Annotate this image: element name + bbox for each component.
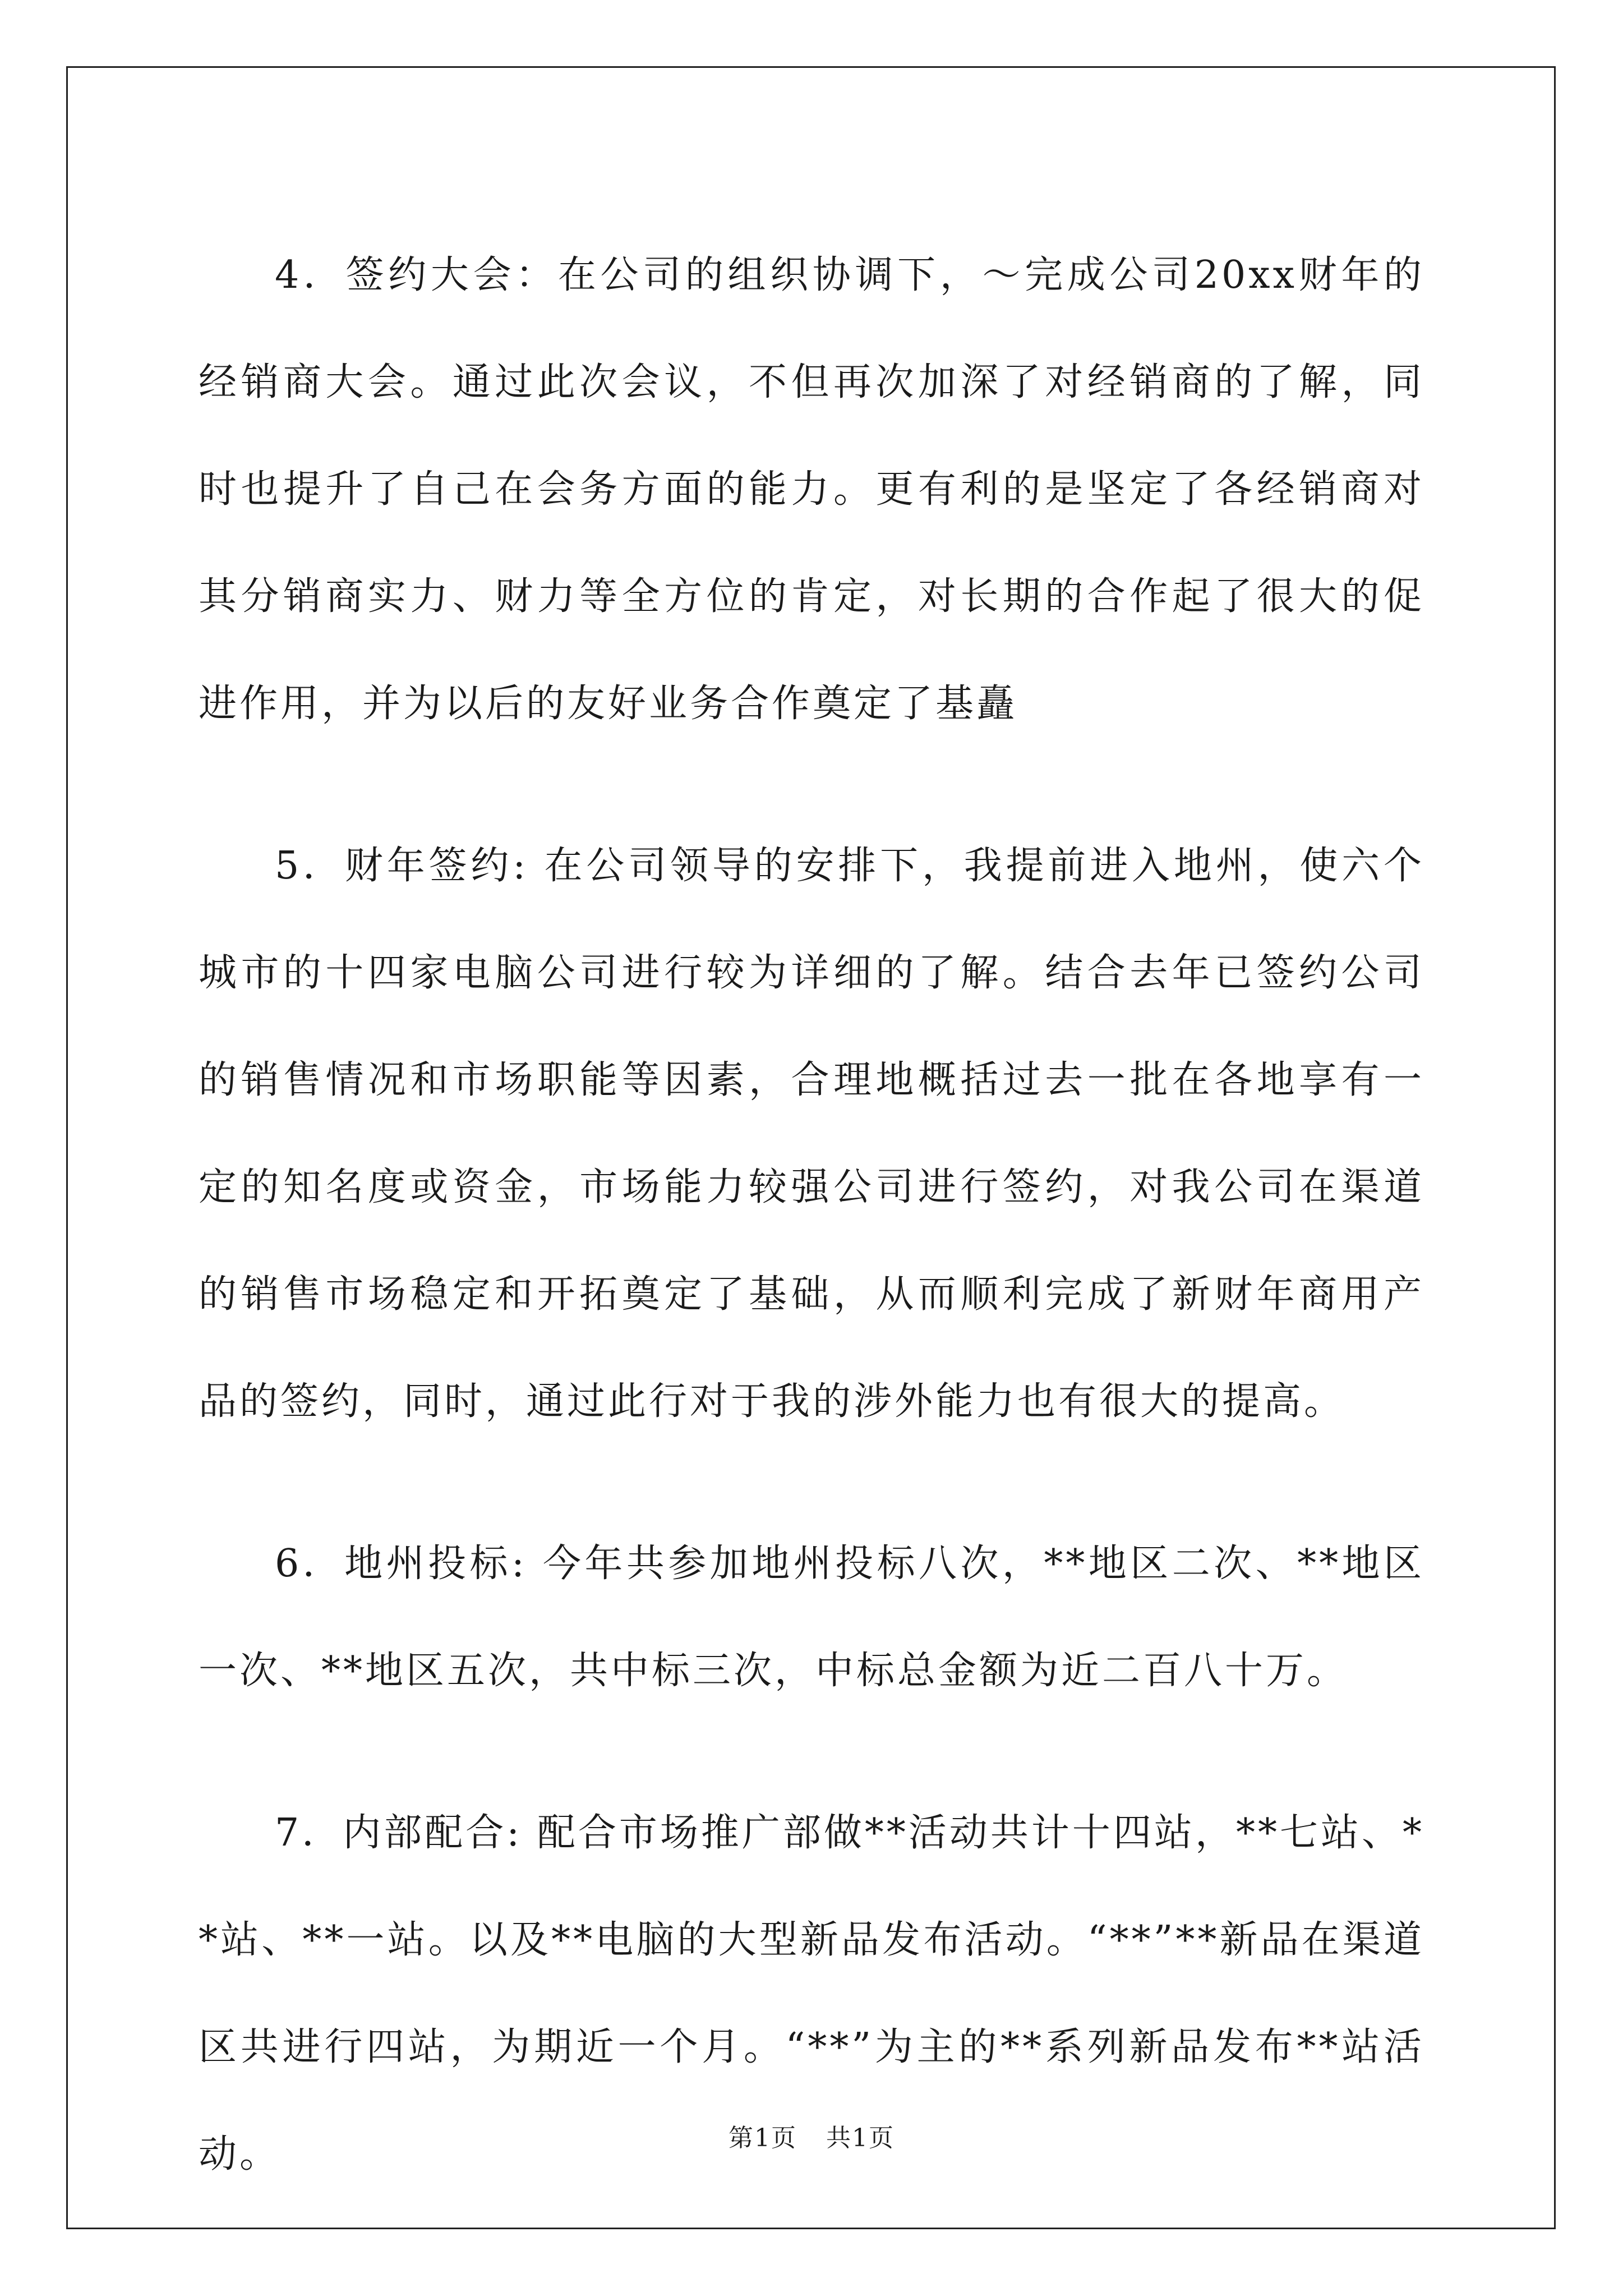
page-footer <box>0 2122 1623 2155</box>
paragraph-internal-cooperation: 7．内部配合: 配合市场推广部做**活动共计十四站，**七站、**站、**一站。以及**电脑的大型新品发布活动。“**”**新品在渠道区共进行四站，为期近一个月。“**”为主的**系列新品发布**站活动。 <box>199 1811 1424 2177</box>
paragraph-regional-bidding: 6．地州投标: 今年共参加地州投标八次，**地区二次、**地区一次、**地区五次，共中标三次，中标总金额为近二百八十万。 <box>199 1542 1424 1693</box>
page-number-current: 第1页 <box>728 2124 797 2152</box>
paragraph-fiscal-year-signing: 5．财年签约: 在公司领导的安排下，我提前进入地州，使六个城市的十四家电脑公司进行较为详细的了解。结合去年已签约公司的销售情况和市场职能等因素，合理地概括过去一批在各地享有一定的知名度或资金，市场能力较强公司进行签约，对我公司在渠道的销售市场稳定和开拓奠定了基础，从而顺利完成了新财年商用产品的签约，同时，通过此行对于我的涉外能力也有很大的提高。 <box>199 844 1424 1424</box>
document-body <box>199 222 1424 2263</box>
page-number-total: 共1页 <box>826 2124 895 2152</box>
paragraph-signing-conference: 4．签约大会：在公司的组织协调下，～完成公司20xx财年的经销商大会。通过此次会议，不但再次加深了对经销商的了解，同时也提升了自己在会务方面的能力。更有利的是坚定了各经销商对其分销商实力、财力等全方位的肯定，对长期的合作起了很大的促进作用，并为以后的友好业务合作奠定了基矗 <box>199 253 1424 726</box>
